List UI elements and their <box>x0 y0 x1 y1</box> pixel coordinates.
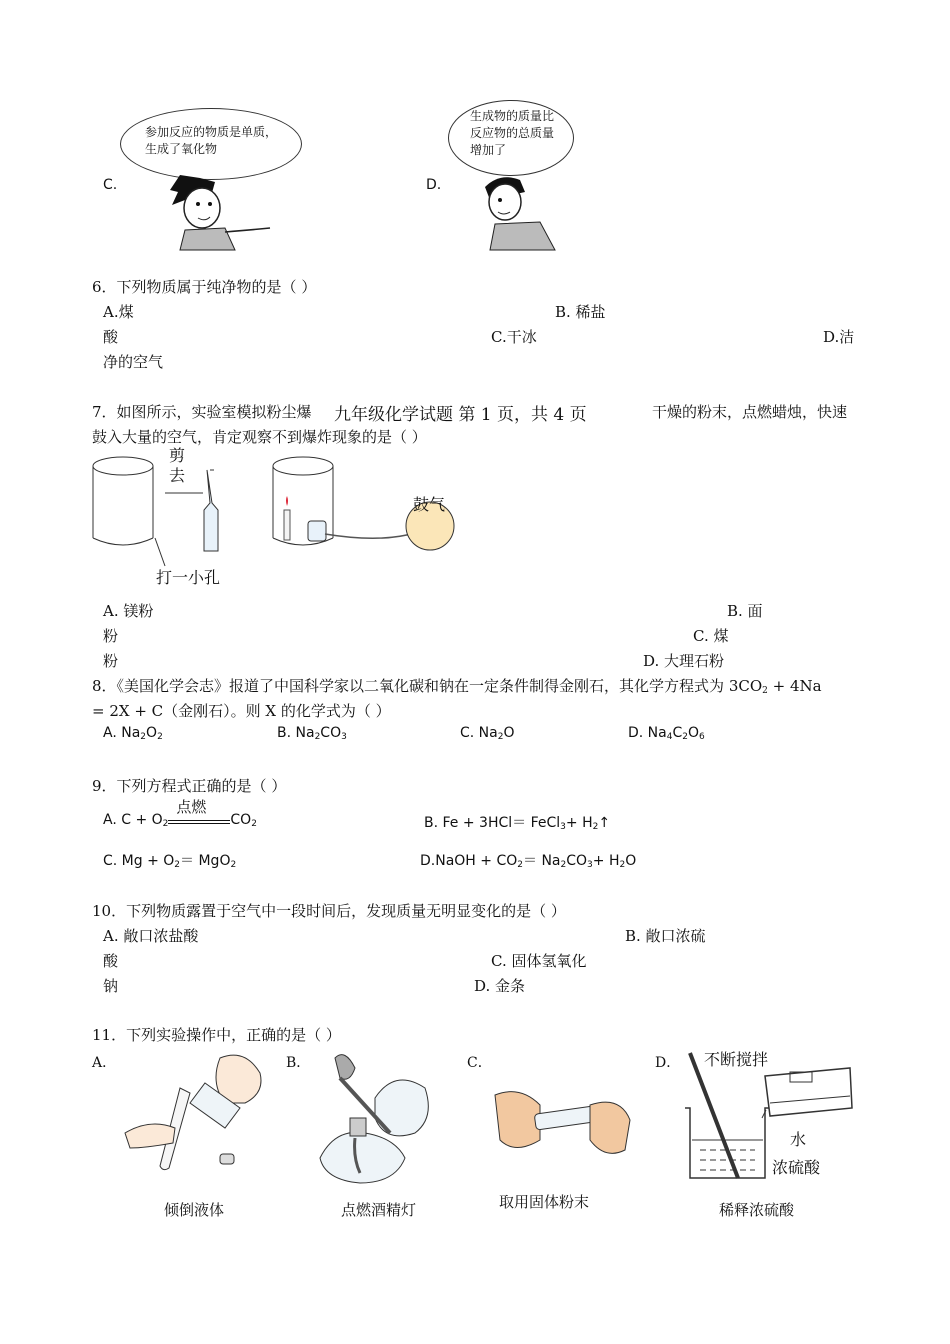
caption-b: 点燃酒精灯 <box>341 1201 417 1219</box>
q6-option-d: D.洁 <box>823 328 855 346</box>
q7-stem-start: 7．如图所示，实验室模拟粉尘爆 <box>92 403 312 421</box>
q8-option-d: D. $Na_4C_2O_6$ <box>628 725 705 742</box>
pour-liquid-illustration <box>125 1048 275 1173</box>
caption-c: 取用固体粉末 <box>499 1193 590 1211</box>
q11-option-c: C． <box>467 1055 492 1071</box>
q8-stem: 8．《美国化学会志》报道了中国科学家以二氧化碳和钠在一定条件制得金刚石，其化学方程式为 $3CO_2 + 4Na$ <box>92 677 822 696</box>
boy-illustration <box>470 172 570 252</box>
q11-option-b: B． <box>286 1055 311 1071</box>
q7-option-b: B. 面 <box>727 602 763 620</box>
speech-text-c: 参加反应的物质是单质，生成了氧化物 <box>145 125 278 156</box>
q8-stem-line2: = 2X + C（金刚石）。则 X 的化学式为（ ） <box>92 702 391 720</box>
q7-option-a: A. 镁粉 <box>103 602 154 620</box>
q9-stem: 9．下列方程式正确的是（ ） <box>92 777 287 795</box>
condition-ignite: 点燃 <box>176 798 207 816</box>
label-acid: 浓硫酸 <box>772 1158 821 1177</box>
page-footer: 九年级化学试题 第 1 页，共 4 页 <box>334 405 587 425</box>
q10-option-d: D. 金条 <box>474 977 526 995</box>
take-powder-illustration <box>495 1085 635 1160</box>
q10-option-b-cont: 酸 <box>103 952 119 970</box>
q11-option-a: A． <box>92 1055 117 1071</box>
q10-option-a: A. 敞口浓盐酸 <box>103 927 199 945</box>
speech-text-d: 生成物的质量比反应物的总质量增加了 <box>470 109 555 157</box>
q10-option-c: C. 固体氢氧化 <box>491 952 587 970</box>
label-stir: 不断搅拌 <box>704 1050 769 1069</box>
q9-option-d: D.NaOH + $CO_2= Na_2CO_3+ H_2O$ <box>420 853 637 870</box>
q6-stem: 6．下列物质属于纯净物的是（ ） <box>92 278 317 296</box>
label-cut: 剪去 <box>169 446 186 485</box>
q7-option-b-cont: 粉 <box>103 627 119 645</box>
caption-a: 倾倒液体 <box>164 1201 225 1219</box>
q6-option-b-cont: 酸 <box>103 328 119 346</box>
q6-option-d-cont: 净的空气 <box>103 353 164 371</box>
caption-d: 稀释浓硫酸 <box>719 1201 795 1219</box>
q7-stem-line2: 鼓入大量的空气，肯定观察不到爆炸现象的是（ ） <box>92 428 427 446</box>
q6-option-c: C.干冰 <box>491 328 537 346</box>
label-water: 水 <box>790 1130 807 1149</box>
q10-option-b: B. 敞口浓硫 <box>625 927 706 945</box>
option-d-label: D. <box>426 177 442 193</box>
label-blow: 鼓气 <box>413 495 446 514</box>
q7-option-d: D. 大理石粉 <box>643 652 725 670</box>
q7-option-c: C. 煤 <box>693 627 729 645</box>
q6-option-b: B. 稀盐 <box>555 303 606 321</box>
q10-stem: 10．下列物质露置于空气中一段时间后，发现质量无明显变化的是（ ） <box>92 902 566 920</box>
q7-option-c-cont: 粉 <box>103 652 119 670</box>
q6-option-a: A.煤 <box>103 303 134 321</box>
q10-option-c-cont: 钠 <box>103 977 119 995</box>
alcohol-lamp-illustration <box>315 1048 445 1188</box>
dust-explosion-apparatus <box>90 448 470 588</box>
q9-option-a: A. $C + O_2$ 点燃 $CO_2$ <box>103 798 257 829</box>
q8-option-b: B. $Na_2CO_3$ <box>277 725 347 742</box>
q9-option-b: B. Fe + 3HCl＝ FeCl$_3$+ $H_2↑$ <box>424 815 611 832</box>
option-c-label: C. <box>103 177 118 193</box>
q11-option-d: D． <box>655 1055 681 1071</box>
q8-option-a: A. $Na_2O_2$ <box>103 725 163 742</box>
label-hole: 打一小孔 <box>156 568 221 587</box>
q9-option-c: C. $Mg + O_2= MgO_2$ <box>103 853 237 870</box>
q7-stem-end: 干燥的粉末，点燃蜡烛，快速 <box>652 403 848 421</box>
q8-option-c: C. $Na_2O$ <box>460 725 515 742</box>
q11-stem: 11．下列实验操作中，正确的是（ ） <box>92 1026 341 1044</box>
girl-illustration <box>140 170 280 250</box>
